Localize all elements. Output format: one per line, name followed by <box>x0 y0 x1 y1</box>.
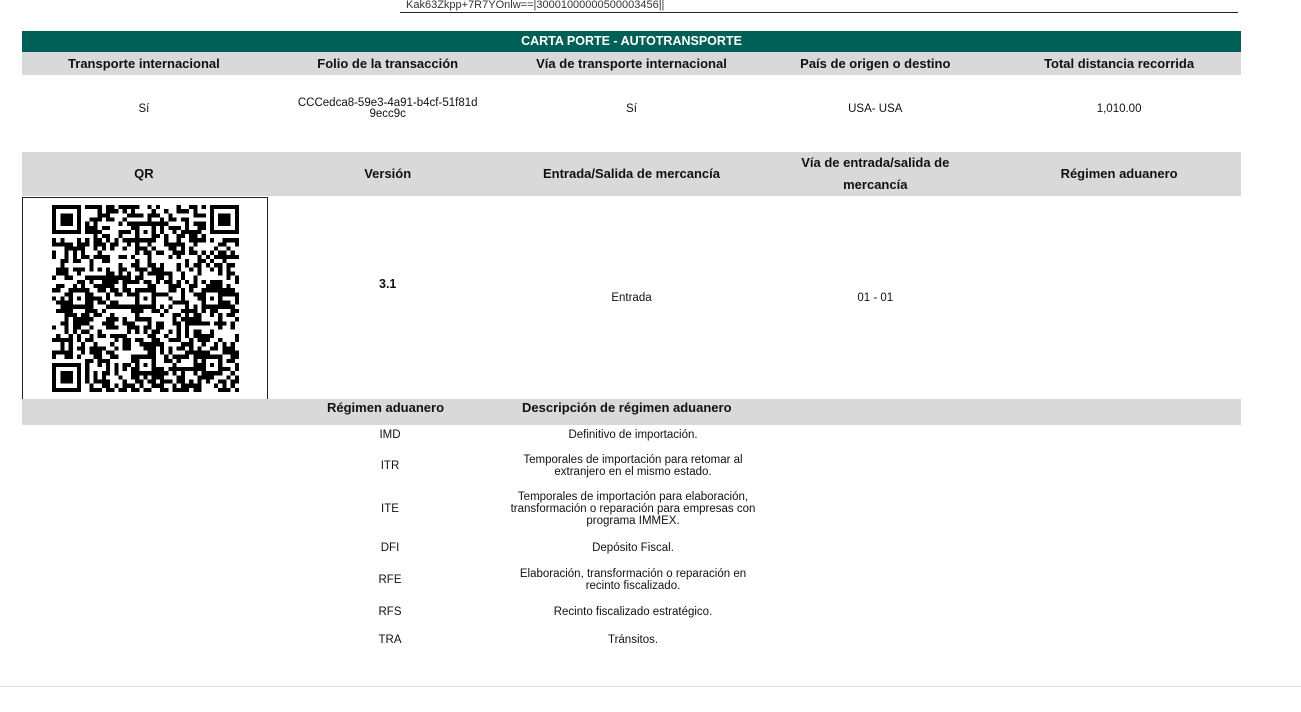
value-via-transporte-internacional: Sí <box>626 102 637 115</box>
header-via-entrada-salida-text: Vía de entrada/salida de mercancía <box>801 155 950 192</box>
transport-header-row <box>22 52 1241 75</box>
value-entrada-salida-cell <box>510 196 754 400</box>
regimen-code: RFE <box>378 574 402 586</box>
regimen-code: RFS <box>378 606 402 618</box>
header-via-entrada-salida <box>753 152 997 196</box>
value-folio-transaccion: CCCedca8-59e3-4a91-b4cf-51f81d9ecc9c <box>297 97 478 120</box>
value-version: 3.1 <box>379 277 397 291</box>
value-entrada-salida: Entrada <box>611 292 652 304</box>
regimen-description: Elaboración, transformación o reparación en recinto fiscalizado. <box>519 568 747 592</box>
value-version-cell <box>266 196 510 400</box>
transport-values-row <box>22 75 1241 143</box>
value-via-entrada-salida: 01 - 01 <box>857 292 894 304</box>
regimen-description: Temporales de importación para retomar al extranjero en el mismo estado. <box>523 454 743 478</box>
header-via-transporte-internacional: Vía de transporte internacional <box>536 56 727 71</box>
table-row <box>22 450 1241 482</box>
header-qr: QR <box>134 166 154 181</box>
header-pais-origen-destino: País de origen o destino <box>800 56 951 71</box>
header-folio-transaccion: Folio de la transacción <box>317 56 459 71</box>
header-regimen-aduanero: Régimen aduanero <box>1060 166 1178 181</box>
regimen-description: Recinto fiscalizado estratégico. <box>553 606 713 618</box>
regimen-code: ITE <box>381 503 399 515</box>
value-regimen-aduanero <box>997 196 1241 400</box>
regimen-col-header: Régimen aduanero <box>327 400 445 415</box>
descripcion-col-header: Descripción de régimen aduanero <box>522 400 732 415</box>
table-row <box>22 602 1241 622</box>
value-transporte-internacional: Sí <box>138 102 150 115</box>
table-row <box>22 487 1241 531</box>
value-folio-transaccion-cell <box>266 75 510 143</box>
qr-code-icon <box>52 205 239 392</box>
table-row <box>22 538 1241 558</box>
regimen-code: IMD <box>379 429 401 441</box>
qr-cell <box>22 197 268 400</box>
regimen-description: Tránsitos. <box>607 634 659 646</box>
regimen-description: Depósito Fiscal. <box>592 542 674 554</box>
qr-header-row <box>22 152 1241 196</box>
header-total-distancia: Total distancia recorrida <box>1044 56 1195 71</box>
page-bottom-divider <box>0 686 1301 687</box>
header-version: Versión <box>364 166 412 181</box>
table-row <box>22 425 1241 445</box>
value-pais-origen-destino: USA- USA <box>848 102 903 115</box>
regimen-code: ITR <box>380 460 400 472</box>
regimen-code: TRA <box>378 634 402 646</box>
section-title: CARTA PORTE - AUTOTRANSPORTE <box>22 31 1241 52</box>
regimen-description: Temporales de importación para elaboración, transformación o reparación para empresas con programa IMMEX. <box>510 491 756 527</box>
regimen-code: DFI <box>380 542 400 554</box>
table-row <box>22 564 1241 596</box>
header-transporte-internacional: Transporte internacional <box>68 56 220 71</box>
regimen-description: Definitivo de importación. <box>568 429 698 441</box>
cadena-original: Kak63Zkpp+7R7YOnlw==|30001000000500003456|| <box>400 0 1238 13</box>
regimen-table-header <box>22 399 1241 425</box>
table-row <box>22 630 1241 650</box>
value-total-distancia: 1,010.00 <box>1096 102 1142 115</box>
header-entrada-salida: Entrada/Salida de mercancía <box>542 166 720 181</box>
